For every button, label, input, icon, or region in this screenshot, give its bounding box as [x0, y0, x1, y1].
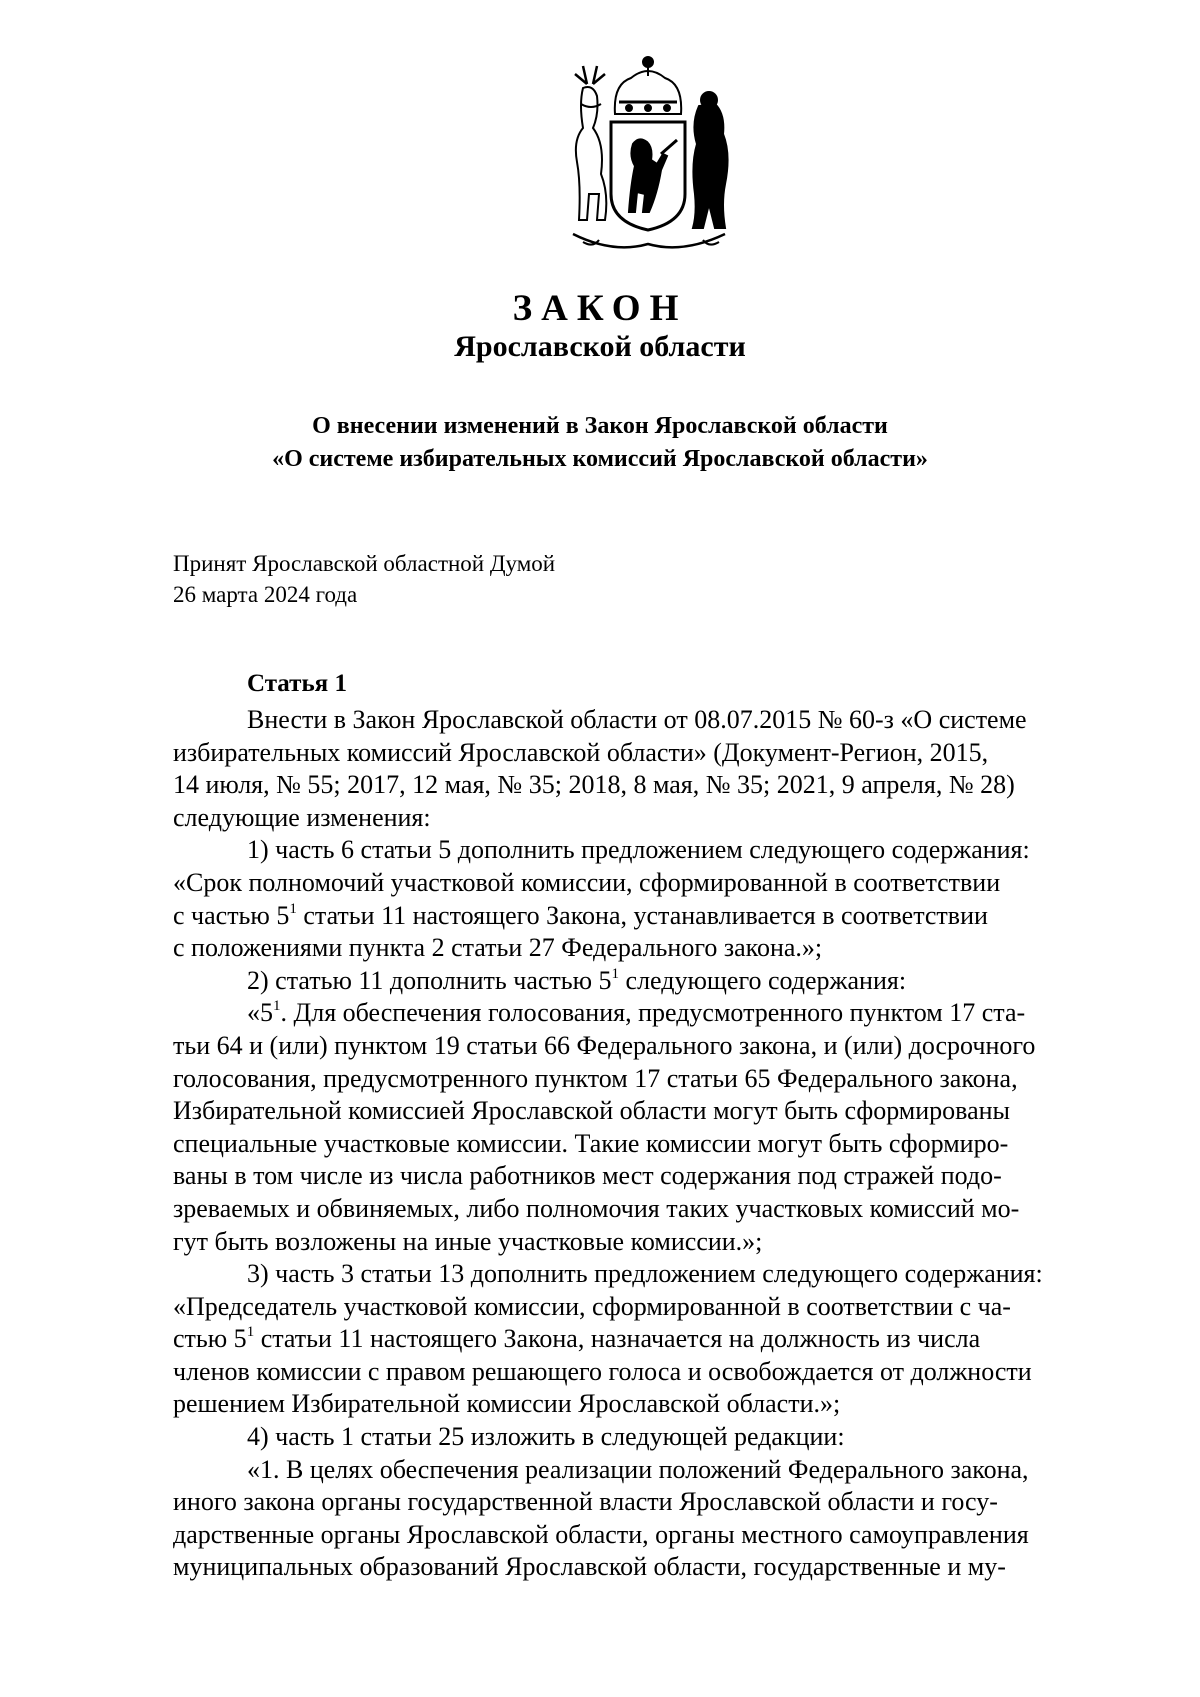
adoption-date: 26 марта 2024 года [173, 582, 358, 607]
text-line: 3) часть 3 статьи 13 дополнить предложением следующего содержания: [247, 1259, 1043, 1289]
text-line: тьи 64 и (или) пунктом 19 статьи 66 Федерального закона, и (или) досрочного [173, 1030, 1036, 1060]
text-line: иного закона органы государственной власти Ярославской области и госу- [173, 1487, 998, 1517]
text-line: «$5^1$. Для обеспечения голосования, предусмотренного пунктом 17 ста- [247, 998, 1026, 1028]
text-line: 14 июля, № 55; 2017, 12 мая, № 35; 2018, 8 мая, № 35; 2021, 9 апреля, № 28) [173, 770, 1015, 800]
text-line: Внести в Закон Ярославской области от 08.07.2015 № 60-з «О системе [247, 705, 1027, 734]
superscript: 1 [246, 1324, 255, 1341]
text-line: гут быть возложены на иные участковые комиссии.»; [173, 1226, 763, 1256]
text-line: «1. В целях обеспечения реализации положений Федерального закона, [247, 1454, 1029, 1484]
text-line: решением Избирательной комиссии Ярославской области.»; [173, 1389, 841, 1419]
text-line: голосования, предусмотренного пунктом 17 статьи 65 Федерального закона, [173, 1063, 1018, 1093]
subtitle-line-2: «О системе избирательных комиссий Ярославской области» [272, 446, 928, 472]
subtitle-line-1: О внесении изменений в Закон Ярославской области [312, 413, 888, 439]
adoption-note [173, 548, 555, 610]
text-line: 1) часть 6 статьи 5 дополнить предложением следующего содержания: [247, 835, 1030, 865]
document-title: ЗАКОН [512, 288, 688, 329]
adoption-line-1: Принят Ярославской областной Думой [173, 551, 556, 576]
superscript: 1 [289, 900, 297, 917]
text-line: членов комиссии с правом решающего голоса и освобождается от должности [173, 1356, 1032, 1386]
superscript: 1 [611, 965, 620, 982]
article-body [173, 704, 1125, 1584]
document-region: Ярославской области [454, 330, 746, 363]
text-line: с частью $5^1$ статьи 11 настоящего Закона, устанавливается в соответствии [173, 900, 988, 930]
text-line: 2) статью 11 дополнить частью $5^1$ следующего содержания: [247, 965, 907, 995]
article-heading: Статья 1 [247, 670, 347, 697]
document-subtitle [0, 410, 1200, 476]
text-line: с положениями пункта 2 статьи 27 Федерального закона.»; [173, 933, 823, 963]
text-line: ваны в том числе из числа работников мест содержания под стражей подо- [173, 1161, 1002, 1191]
text-line: следующие изменения: [173, 802, 431, 832]
text-line: зреваемых и обвиняемых, либо полномочия таких участковых комиссий мо- [173, 1193, 1020, 1223]
superscript: 1 [273, 998, 281, 1015]
text-line: «Срок полномочий участковой комиссии, сформированной в соответствии [173, 867, 1001, 897]
text-line: «Председатель участковой комиссии, сформированной в соответствии с ча- [173, 1291, 1011, 1321]
text-line: Избирательной комиссией Ярославской области могут быть сформированы [173, 1096, 1011, 1126]
coat-of-arms-emblem [553, 44, 743, 264]
text-line: дарственные органы Ярославской области, органы местного самоуправления [173, 1519, 1029, 1549]
text-line: стью $5^1$ статьи 11 настоящего Закона, назначается на должность из числа [173, 1324, 981, 1354]
text-line: 4) часть 1 статьи 25 изложить в следующей редакции: [247, 1422, 845, 1452]
text-line: избирательных комиссий Ярославской области» (Документ-Регион, 2015, [173, 737, 989, 767]
text-line: специальные участковые комиссии. Такие комиссии могут быть сформиро- [173, 1128, 1009, 1158]
text-line: муниципальных образований Ярославской области, государственные и му- [173, 1552, 1006, 1582]
